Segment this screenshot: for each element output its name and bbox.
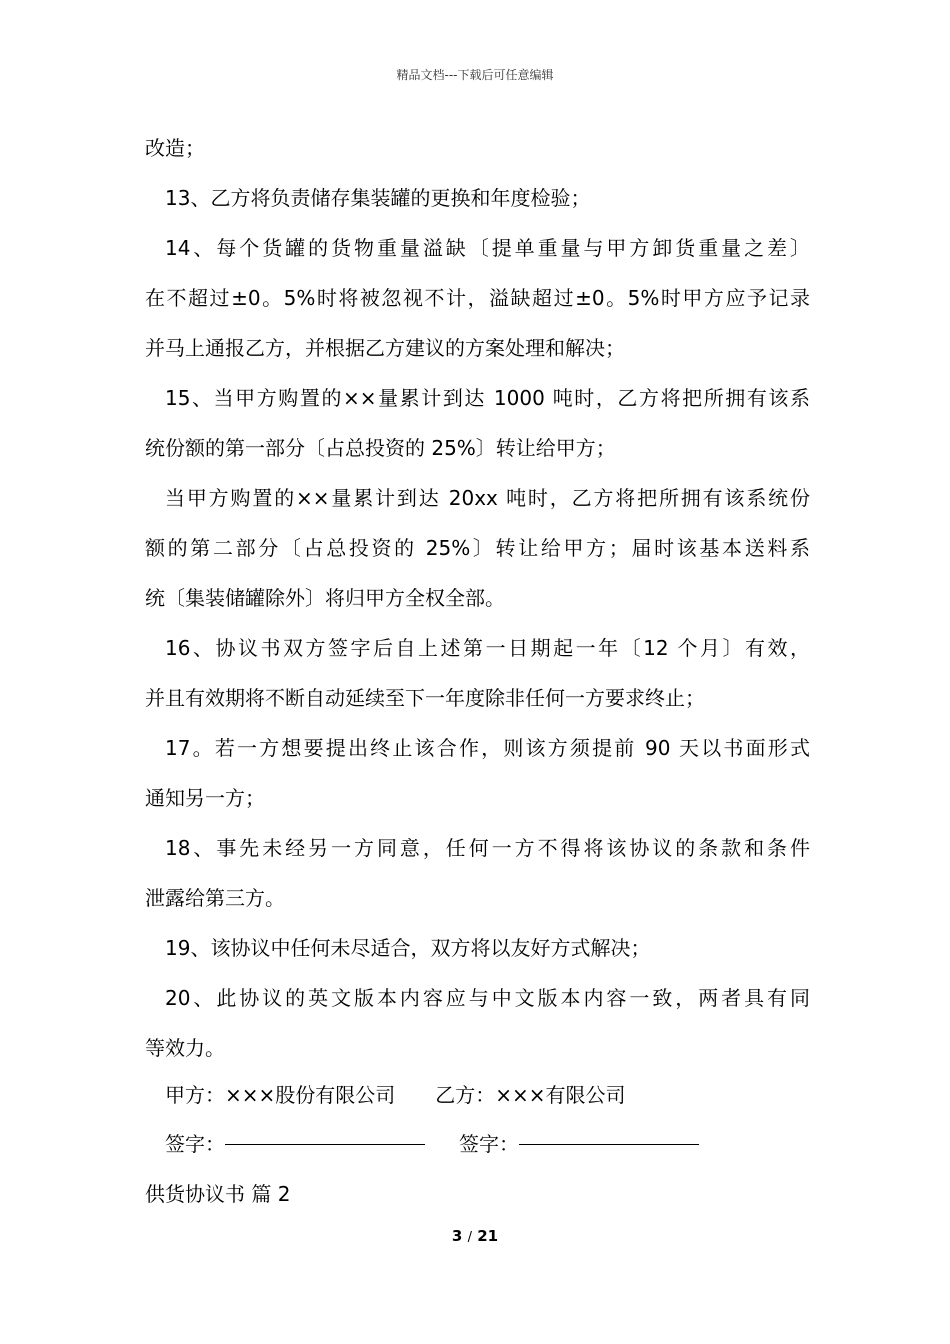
clause-13: 13、乙方将负责储存集装罐的更换和年度检验； xyxy=(165,186,591,210)
body-line: 额的第二部分〔占总投资的 25%〕转让给甲方；届时该基本送料系 xyxy=(145,536,810,560)
clause-17: 17。若一方想要提出终止该合作，则该方须提前 90 天以书面形式 xyxy=(165,736,810,760)
signature-label-a: 签字： xyxy=(165,1132,225,1156)
signature-label-b: 签字： xyxy=(459,1132,519,1156)
body-line: 通知另一方； xyxy=(145,786,265,810)
signature-blank-a xyxy=(225,1144,425,1145)
body-line: 并马上通报乙方，并根据乙方建议的方案处理和解决； xyxy=(145,336,625,360)
parties-line xyxy=(145,1081,810,1109)
page-total: 21 xyxy=(477,1227,499,1245)
body-line: 当甲方购置的××量累计到达 20xx 吨时，乙方将把所拥有该系统份 xyxy=(165,486,810,510)
body-line: 在不超过±0。5%时将被忽视不计，溢缺超过±0。5%时甲方应予记录 xyxy=(145,286,810,310)
clause-15: 15、当甲方购置的××量累计到达 1000 吨时，乙方将把所拥有该系 xyxy=(165,386,810,410)
party-b: 乙方：×××有限公司 xyxy=(435,1083,626,1107)
page-number xyxy=(0,1227,950,1245)
body-line: 改造； xyxy=(145,136,205,160)
page-header: 精品文档---下载后可任意编辑 xyxy=(396,68,554,82)
body-line: 泄露给第三方。 xyxy=(145,886,285,910)
party-a: 甲方：×××股份有限公司 xyxy=(165,1083,396,1107)
body-line: 等效力。 xyxy=(145,1036,225,1060)
page-separator: / xyxy=(467,1230,472,1245)
body-line: 统〔集装储罐除外〕将归甲方全权全部。 xyxy=(145,586,505,610)
clause-18: 18、事先未经另一方同意，任何一方不得将该协议的条款和条件 xyxy=(165,836,810,860)
clause-20: 20、此协议的英文版本内容应与中文版本内容一致，两者具有同 xyxy=(165,986,810,1010)
section-title: 供货协议书 篇 2 xyxy=(145,1182,291,1206)
signature-line xyxy=(145,1130,810,1158)
page-current: 3 xyxy=(451,1227,463,1245)
clause-16: 16、协议书双方签字后自上述第一日期起一年〔12 个月〕有效， xyxy=(165,636,810,660)
signature-blank-b xyxy=(519,1144,699,1145)
clause-19: 19、该协议中任何未尽适合，双方将以友好方式解决； xyxy=(165,936,651,960)
clause-14: 14、每个货罐的货物重量溢缺〔提单重量与甲方卸货重量之差〕 xyxy=(165,236,810,260)
body-line: 并且有效期将不断自动延续至下一年度除非任何一方要求终止； xyxy=(145,686,705,710)
body-line: 统份额的第一部分〔占总投资的 25%〕转让给甲方； xyxy=(145,436,616,460)
